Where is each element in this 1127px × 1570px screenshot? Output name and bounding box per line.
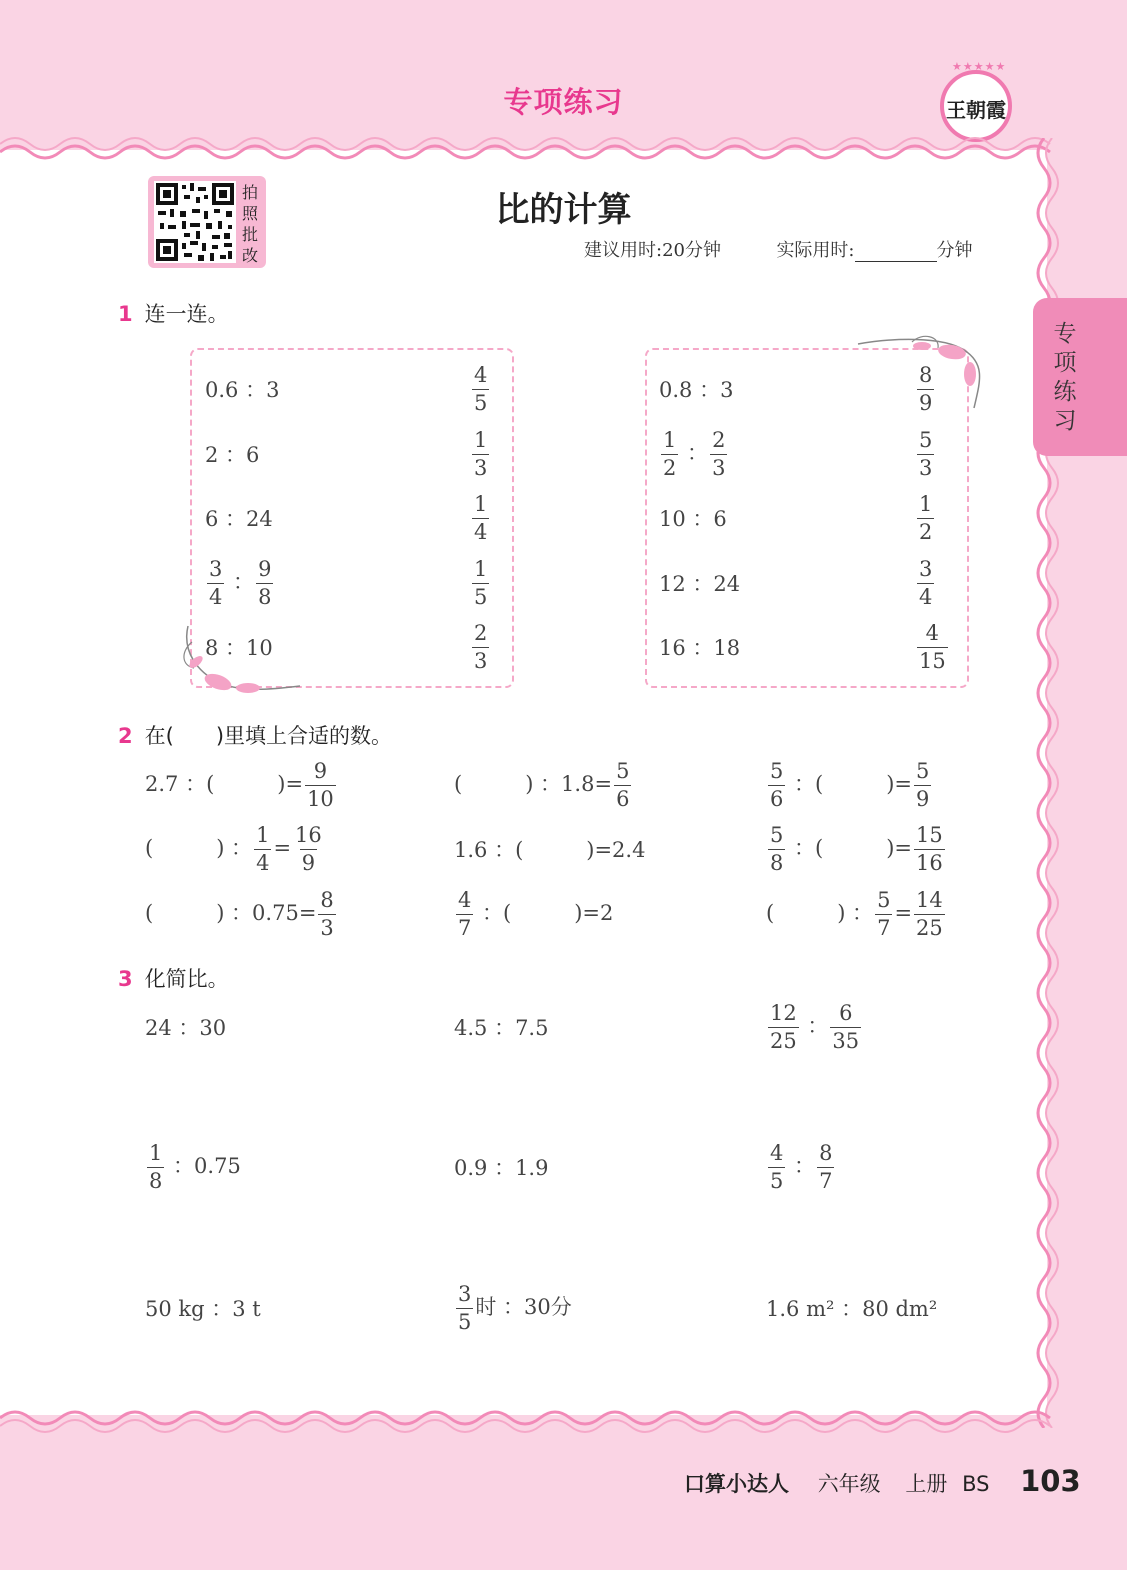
fraction: $\frac{5}{9}$ xyxy=(916,758,930,811)
fraction: $\frac{12}{25}$ xyxy=(770,1000,797,1053)
section-3-number: 3 xyxy=(118,967,133,991)
fraction: $\frac{5}{6}$ xyxy=(616,758,630,811)
simplify-problem: 1.6 m² ：80 dm² xyxy=(766,1297,938,1321)
match-left-item: 2 ：6 xyxy=(205,443,260,467)
fraction: $\frac{5}{7}$ xyxy=(877,887,891,940)
section-2-title: 在( )里填上合适的数。 xyxy=(144,724,393,748)
section-1-heading xyxy=(118,298,229,328)
fraction: $\frac{4}{5}$ xyxy=(474,362,488,415)
match-right-item: 10 ：6 xyxy=(659,507,727,531)
fraction: $\frac{3}{5}$ xyxy=(458,1281,472,1334)
simplify-problem: 24 ：30 xyxy=(145,1016,227,1040)
simplify-problem: 4.5 ：7.5 xyxy=(454,1016,549,1040)
fraction: $\frac{2}{3}$ xyxy=(712,427,726,480)
match-right-answer xyxy=(915,362,936,415)
fill-blank-problem: 2.7 ：( )= $\frac{9}{10}$ xyxy=(145,758,334,811)
simplify-problem: 0.9 ：1.9 xyxy=(454,1156,549,1180)
fill-blank-problem: $\frac{5}{8}$ ：( )= $\frac{15}{16}$ xyxy=(770,822,943,875)
fill-blank-problem: ( ) ： $\frac{5}{7}$ = $\frac{14}{25}$ xyxy=(766,887,943,940)
match-right-item: $\frac{1}{2}$ ： $\frac{2}{3}$ xyxy=(663,427,726,480)
match-left-answer xyxy=(470,491,491,544)
fill-blank-problem: $\frac{5}{6}$ ：( )= $\frac{5}{9}$ xyxy=(770,758,930,811)
section-2-heading xyxy=(118,720,392,750)
footer-edition: BS xyxy=(962,1472,990,1496)
actual-time-label: 实际用时: xyxy=(776,240,855,261)
wave-border-bottom xyxy=(0,1404,1127,1444)
footer-book: 口算小达人 xyxy=(684,1472,789,1496)
match-right-answer xyxy=(915,427,936,480)
fraction: $\frac{3}{4}$ xyxy=(209,556,223,609)
fraction: $\frac{16}{9}$ xyxy=(295,822,322,875)
section-3-heading xyxy=(118,963,229,993)
fraction: $\frac{4}{7}$ xyxy=(458,887,472,940)
fraction: $\frac{5}{8}$ xyxy=(770,822,784,875)
actual-time-unit: 分钟 xyxy=(936,240,973,261)
fraction: $\frac{1}{8}$ xyxy=(149,1140,163,1193)
fraction: $\frac{1}{2}$ xyxy=(663,427,677,480)
footer-volume: 上册 xyxy=(905,1472,948,1496)
page-number: 103 xyxy=(1020,1464,1081,1498)
fraction: $\frac{8}{9}$ xyxy=(919,362,933,415)
fraction: $\frac{15}{16}$ xyxy=(916,822,943,875)
match-right-answer xyxy=(915,620,950,673)
fraction: $\frac{5}{3}$ xyxy=(919,427,933,480)
fraction: $\frac{8}{3}$ xyxy=(320,887,334,940)
match-right-answer xyxy=(915,491,936,544)
fraction: $\frac{6}{35}$ xyxy=(832,1000,860,1053)
section-1-number: 1 xyxy=(118,302,133,326)
side-tab-label: 专项练习 xyxy=(1053,321,1077,434)
fraction: $\frac{9}{10}$ xyxy=(307,758,334,811)
fraction: $\frac{1}{2}$ xyxy=(919,491,933,544)
match-left-answer xyxy=(470,427,491,480)
suggested-time: 建议用时:20分钟 xyxy=(584,240,721,261)
match-left-item: 8 ：10 xyxy=(205,636,273,660)
time-row xyxy=(584,236,973,262)
match-right-item: 0.8 ：3 xyxy=(659,378,734,402)
fill-blank-problem: 1.6 ：( )=2.4 xyxy=(454,838,646,862)
match-left-answer xyxy=(470,362,491,415)
section-2-number: 2 xyxy=(118,724,133,748)
page-footer xyxy=(684,1464,1081,1498)
simplify-problem: $\frac{1}{8}$ ：0.75 xyxy=(149,1140,241,1193)
fraction: $\frac{2}{3}$ xyxy=(474,620,488,673)
simplify-problem: $\frac{3}{5}$ 时 ：30分 xyxy=(458,1281,572,1334)
fraction: $\frac{8}{7}$ xyxy=(819,1140,833,1193)
fill-blank-problem: $\frac{4}{7}$ ：( )=2 xyxy=(458,887,614,940)
section-1-title: 连一连。 xyxy=(144,302,229,326)
side-tab xyxy=(1033,298,1127,456)
fraction: $\frac{1}{5}$ xyxy=(474,556,488,609)
fill-blank-problem: ( ) ： $\frac{1}{4}$ = $\frac{16}{9}$ xyxy=(145,822,322,875)
section-3-title: 化简比。 xyxy=(144,967,229,991)
wave-border-top xyxy=(0,126,1127,166)
actual-time-blank[interactable] xyxy=(855,243,937,262)
simplify-problem: 50 kg ：3 t xyxy=(145,1297,261,1321)
fraction: $\frac{1}{3}$ xyxy=(474,427,488,480)
footer-grade: 六年级 xyxy=(817,1472,881,1496)
logo-stars: ★★★★★ xyxy=(952,60,1007,73)
fraction: $\frac{4}{5}$ xyxy=(770,1140,784,1193)
simplify-problem: $\frac{4}{5}$ ： $\frac{8}{7}$ xyxy=(770,1140,833,1193)
simplify-problem: $\frac{12}{25}$ ： $\frac{6}{35}$ xyxy=(770,1000,860,1053)
fraction: $\frac{1}{4}$ xyxy=(474,491,488,544)
logo-text: 王朝霞 xyxy=(946,98,1006,122)
page-title: 比的计算 xyxy=(495,190,632,230)
fill-blank-problem: ( ) ：1.8= $\frac{5}{6}$ xyxy=(454,758,630,811)
fraction: $\frac{3}{4}$ xyxy=(919,556,933,609)
match-right-item: 12 ：24 xyxy=(659,572,741,596)
match-right-item: 16 ：18 xyxy=(659,636,741,660)
header-title: 专项练习 xyxy=(503,85,624,119)
fill-blank-problem: ( ) ：0.75= $\frac{8}{3}$ xyxy=(145,887,334,940)
fraction: $\frac{1}{4}$ xyxy=(256,822,270,875)
fraction: $\frac{5}{6}$ xyxy=(770,758,784,811)
fraction: $\frac{14}{25}$ xyxy=(916,887,943,940)
match-left-answer xyxy=(470,556,491,609)
match-left-item: 0.6 ：3 xyxy=(205,378,280,402)
match-left-item: $\frac{3}{4}$ ： $\frac{9}{8}$ xyxy=(209,556,272,609)
match-left-answer xyxy=(470,620,491,673)
match-right-answer xyxy=(915,556,936,609)
fraction: $\frac{9}{8}$ xyxy=(258,556,272,609)
qr-label: 拍照批改 xyxy=(242,183,259,265)
fraction: $\frac{4}{15}$ xyxy=(919,620,946,673)
match-left-item: 6 ：24 xyxy=(205,507,273,531)
